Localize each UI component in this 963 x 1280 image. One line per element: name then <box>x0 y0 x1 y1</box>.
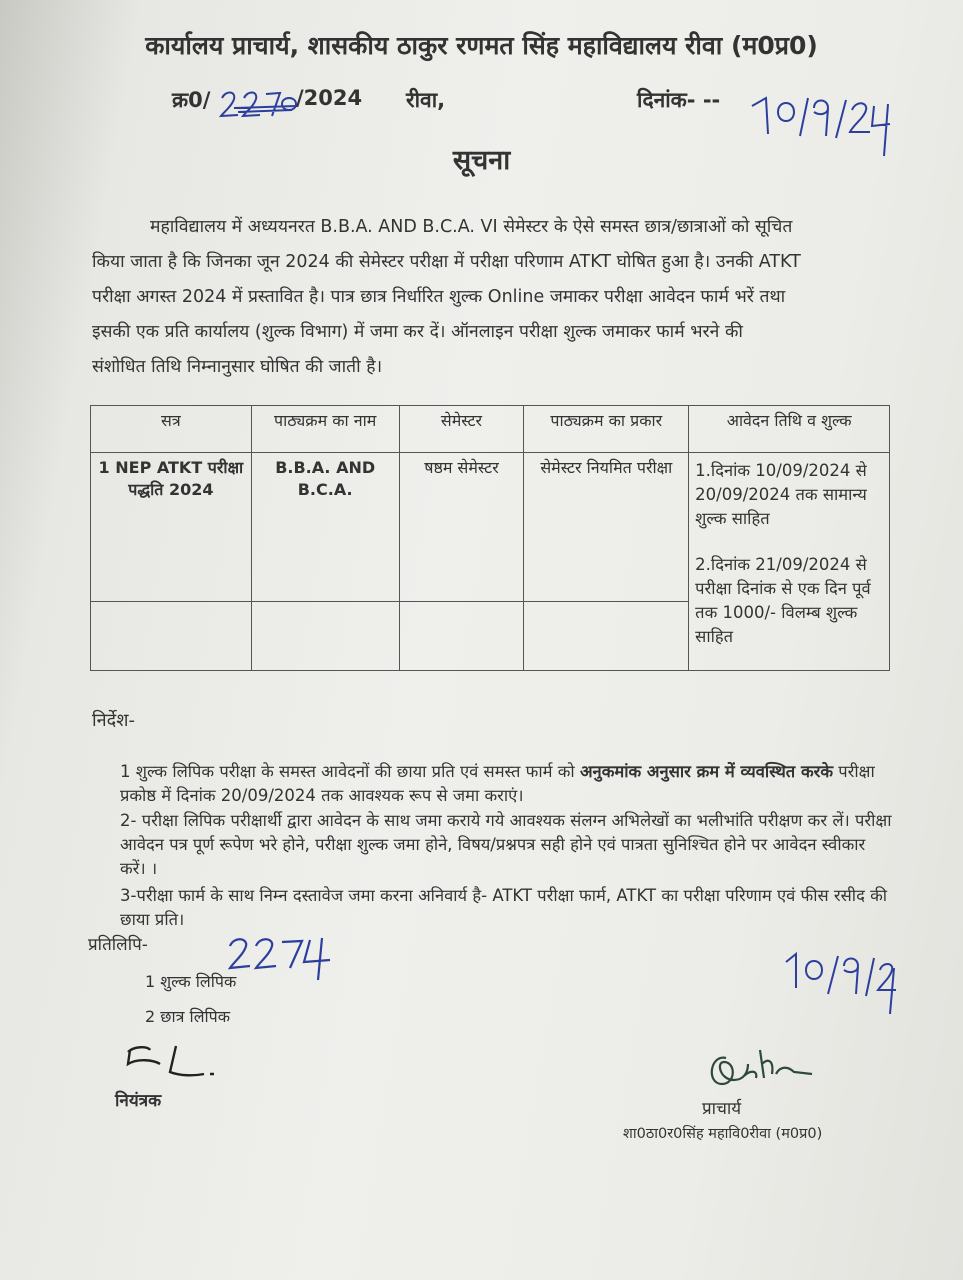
cell-semester: षष्ठम सेमेस्टर <box>399 453 524 602</box>
handwritten-ref-number <box>216 82 300 124</box>
copy-to-label: प्रतिलिपि- <box>88 935 148 955</box>
date-label: दिनांक- -- <box>637 88 721 112</box>
college-abbreviation: शा0ठा0र0सिंह महावि0रीवा (म0प्र0) <box>623 1126 823 1142</box>
header-course-type: पाठ्यक्रम का प्रकार <box>524 406 689 453</box>
instruction-item-2: 2- परीक्षा लिपिक परीक्षार्थी द्वारा आवेदन के साथ जमा कराये गये आवश्यक संलग्न अभिलेखों का भलीभांति परीक्षण कर लें। परीक्षा आवेदन पत्र पूर्ण रूपेण भरे होने, परीक्षा शुल्क जमा होने, विषय/प्रश्नपत्र सही होने एवं पात्रता सुनिश्चित होने पर आवेदन स्वीकार करें। । <box>120 811 892 878</box>
controller-signature <box>124 1042 228 1088</box>
empty-cell <box>399 602 524 671</box>
place-name: रीवा, <box>406 88 446 112</box>
notice-body-line: संशोधित तिथि निम्नानुसार घोषित की जाती है। <box>92 357 383 377</box>
copy-item-student-clerk: 2 छात्र लिपिक <box>145 1007 231 1026</box>
cell-schedule <box>689 453 890 671</box>
notice-body-line: किया जाता है कि जिनका जून 2024 की सेमेस्टर परीक्षा में परीक्षा परिणाम ATKT घोषित हुआ है। उनकी ATKT <box>92 252 801 272</box>
header-application-date-fee: आवेदन तिथि व शुल्क <box>689 406 890 453</box>
table-row <box>91 453 890 602</box>
schedule-item-1: 1.दिनांक 10/09/2024 से 20/09/2024 तक सामान्य शुल्क साहित <box>695 461 867 528</box>
instruction-1-prefix: 1 शुल्क लिपिक परीक्षा के समस्त आवेदनों की छाया प्रति एवं समस्त फार्म को <box>120 762 580 781</box>
table-header-row <box>91 406 890 453</box>
principal-signature <box>704 1044 816 1094</box>
notice-body <box>92 210 892 385</box>
cell-course: B.B.A. AND B.C.A. <box>251 453 399 602</box>
reference-year: /2024 <box>296 86 363 110</box>
schedule-item-2: 2.दिनांक 21/09/2024 से परीक्षा दिनांक से एक दिन पूर्व तक 1000/- विलम्ब शुल्क साहित <box>695 555 871 646</box>
empty-cell <box>251 602 399 671</box>
copy-item-fee-clerk: 1 शुल्क लिपिक <box>145 972 237 991</box>
instruction-1-bold: अनुकमांक अनुसार क्रम में व्यवस्थित करके <box>579 762 834 781</box>
office-header-title: कार्यालय प्राचार्य, शासकीय ठाकुर रणमत सिंह महाविद्यालय रीवा (म0प्र0) <box>145 31 818 60</box>
handwritten-sign-date <box>782 948 912 1020</box>
notice-body-line: इसकी एक प्रति कार्यालय (शुल्क विभाग) में जमा कर दें। ऑनलाइन परीक्षा शुल्क जमाकर फार्म भरने की <box>92 322 743 342</box>
handwritten-copy-number <box>226 932 356 982</box>
instructions-heading: निर्देश- <box>92 710 135 731</box>
cell-session: 1 NEP ATKT परीक्षा पद्धति 2024 <box>91 453 252 602</box>
notice-body-line: महाविद्यालय में अध्ययनरत B.B.A. AND B.C.A. VI सेमेस्टर के ऐसे समस्त छात्र/छात्राओं को सूचित <box>150 217 793 237</box>
exam-schedule-table <box>90 405 890 671</box>
cell-course-type: सेमेस्टर नियमित परीक्षा <box>524 453 689 602</box>
header-course-name: पाठ्यक्रम का नाम <box>251 406 399 453</box>
instruction-item-3: 3-परीक्षा फार्म के साथ निम्न दस्तावेज जमा करना अनिवार्य है- ATKT परीक्षा फार्म, ATKT का परीक्षा परिणाम एवं फीस रसीद की छाया प्रति। <box>120 886 888 929</box>
notice-title: सूचना <box>452 145 511 176</box>
principal-label: प्राचार्य <box>702 1099 742 1119</box>
controller-label: नियंत्रक <box>115 1091 162 1111</box>
instruction-1-suffix: परीक्षा प्रकोष्ठ में दिनांक 20/09/2024 तक आवश्यक रूप से जमा कराएं। <box>120 762 875 805</box>
empty-cell <box>524 602 689 671</box>
instruction-item-1 <box>120 760 892 808</box>
header-semester: सेमेस्टर <box>399 406 524 453</box>
notice-body-line: परीक्षा अगस्त 2024 में प्रस्तावित है। पात्र छात्र निर्धारित शुल्क Online जमाकर परीक्षा आवेदन फार्म भरें तथा <box>92 287 786 307</box>
reference-prefix: क्र0/ <box>172 88 211 112</box>
header-session: सत्र <box>91 406 252 453</box>
empty-cell <box>91 602 252 671</box>
